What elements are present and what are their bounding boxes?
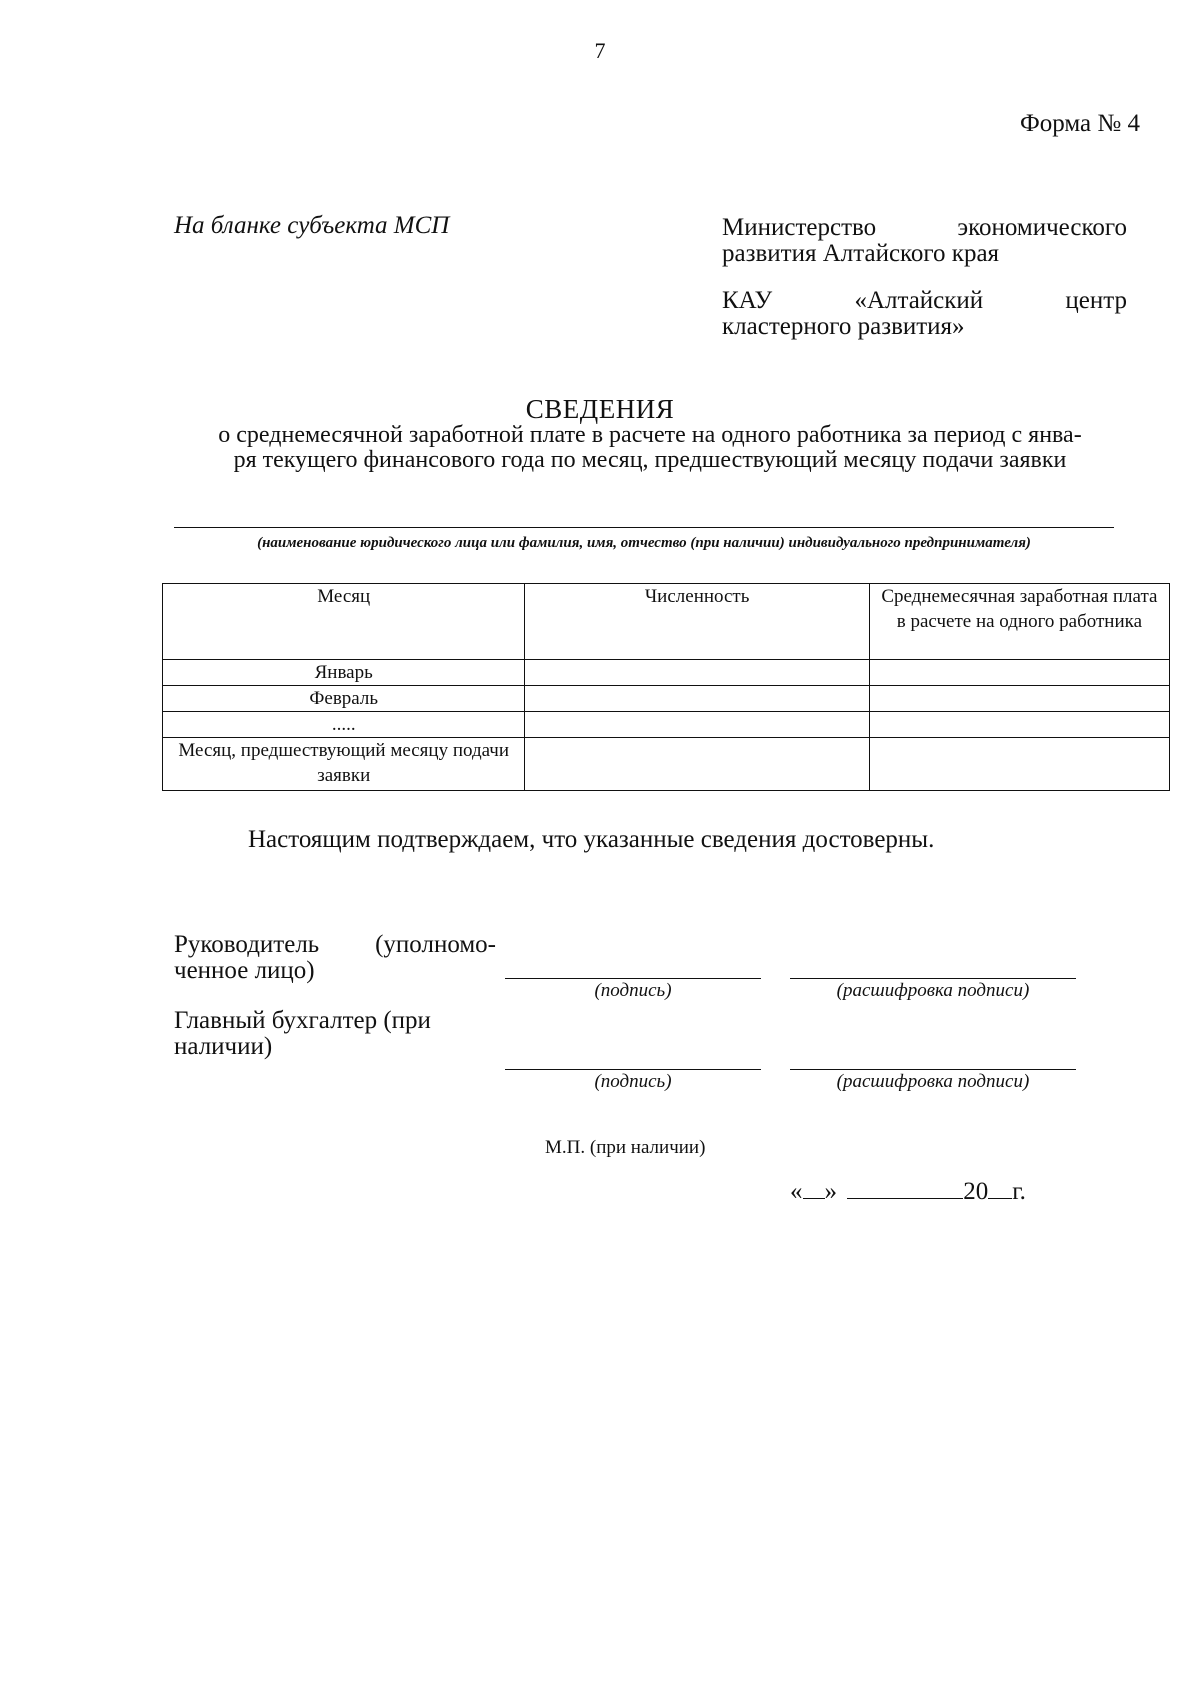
- header-headcount: Численность: [525, 584, 869, 660]
- confirmation-statement: Настоящим подтверждаем, что указанные сведения достоверны.: [248, 826, 935, 853]
- decoding-caption: (расшифровка подписи): [836, 980, 1030, 1001]
- day-blank[interactable]: [803, 1176, 825, 1199]
- signatory-label-line: Руководитель (уполномо-: [174, 931, 496, 958]
- document-title: СВЕДЕНИЯ: [525, 394, 675, 424]
- signatory-label-line: наличии): [174, 1033, 273, 1060]
- entity-name-caption: (наименование юридического лица или фамилия, имя, отчество (при наличии) индивидуального предпринимателя): [257, 535, 1031, 551]
- month-cell: .....: [163, 712, 525, 738]
- headcount-cell[interactable]: [525, 686, 869, 712]
- salary-cell[interactable]: [869, 712, 1169, 738]
- table-row: [163, 712, 1170, 738]
- signature-caption: (подпись): [594, 1071, 672, 1092]
- headcount-cell[interactable]: [525, 738, 869, 791]
- year-prefix: 20: [963, 1178, 989, 1205]
- signatory-label-head: [174, 932, 496, 984]
- header-average-salary: Среднемесячная заработная плата в расчете на одного работника: [869, 584, 1169, 660]
- header-month: Месяц: [163, 584, 525, 660]
- recipient-line: кластерного развития»: [722, 313, 965, 340]
- table-row: [163, 738, 1170, 791]
- recipient-cluster-center: [722, 288, 1127, 340]
- recipient-line: Министерство экономического: [722, 214, 1127, 241]
- entity-name-field[interactable]: [174, 527, 1114, 528]
- month-cell: Февраль: [163, 686, 525, 712]
- table-row: [163, 660, 1170, 686]
- recipient-line: развития Алтайского края: [722, 240, 1000, 267]
- letterhead-note: На бланке субъекта МСП: [174, 212, 450, 239]
- date-field: [790, 1176, 1026, 1206]
- headcount-cell[interactable]: [525, 660, 869, 686]
- signature-caption: (подпись): [594, 980, 672, 1001]
- signatory-label-line: Главный бухгалтер (при: [174, 1007, 431, 1034]
- month-blank[interactable]: [847, 1176, 963, 1199]
- salary-cell[interactable]: [869, 738, 1169, 791]
- signatory-label-line: ченное лицо): [174, 957, 315, 984]
- accountant-signature-decoding-field[interactable]: [790, 1069, 1076, 1070]
- month-cell: Месяц, предшествующий месяцу подачи заявки: [163, 738, 525, 791]
- salary-cell[interactable]: [869, 660, 1169, 686]
- recipient-ministry: [722, 215, 1127, 267]
- head-signature-decoding-field[interactable]: [790, 978, 1076, 979]
- accountant-signature-field[interactable]: [505, 1069, 761, 1070]
- page-number: 7: [594, 38, 606, 63]
- form-number: Форма № 4: [1020, 110, 1140, 137]
- table-row: [163, 686, 1170, 712]
- subtitle-line: ря текущего финансового года по месяц, предшествующий месяцу подачи заявки: [233, 447, 1067, 473]
- month-cell: Январь: [163, 660, 525, 686]
- headcount-cell[interactable]: [525, 712, 869, 738]
- subtitle-line: о среднемесячной заработной плате в расчете на одного работника за период с янва-: [218, 422, 1082, 448]
- salary-table: [162, 583, 1170, 791]
- table-header-row: [163, 584, 1170, 660]
- seal-note: М.П. (при наличии): [545, 1137, 706, 1158]
- recipient-line: КАУ «Алтайский центр: [722, 287, 1127, 314]
- date-close-quote: »: [824, 1178, 837, 1205]
- decoding-caption: (расшифровка подписи): [836, 1071, 1030, 1092]
- date-open-quote: «: [790, 1178, 803, 1205]
- signatory-label-accountant: [174, 1008, 496, 1060]
- year-suffix: г.: [1012, 1178, 1026, 1205]
- head-signature-field[interactable]: [505, 978, 761, 979]
- document-subtitle: [160, 423, 1140, 473]
- salary-cell[interactable]: [869, 686, 1169, 712]
- year-blank[interactable]: [988, 1176, 1012, 1199]
